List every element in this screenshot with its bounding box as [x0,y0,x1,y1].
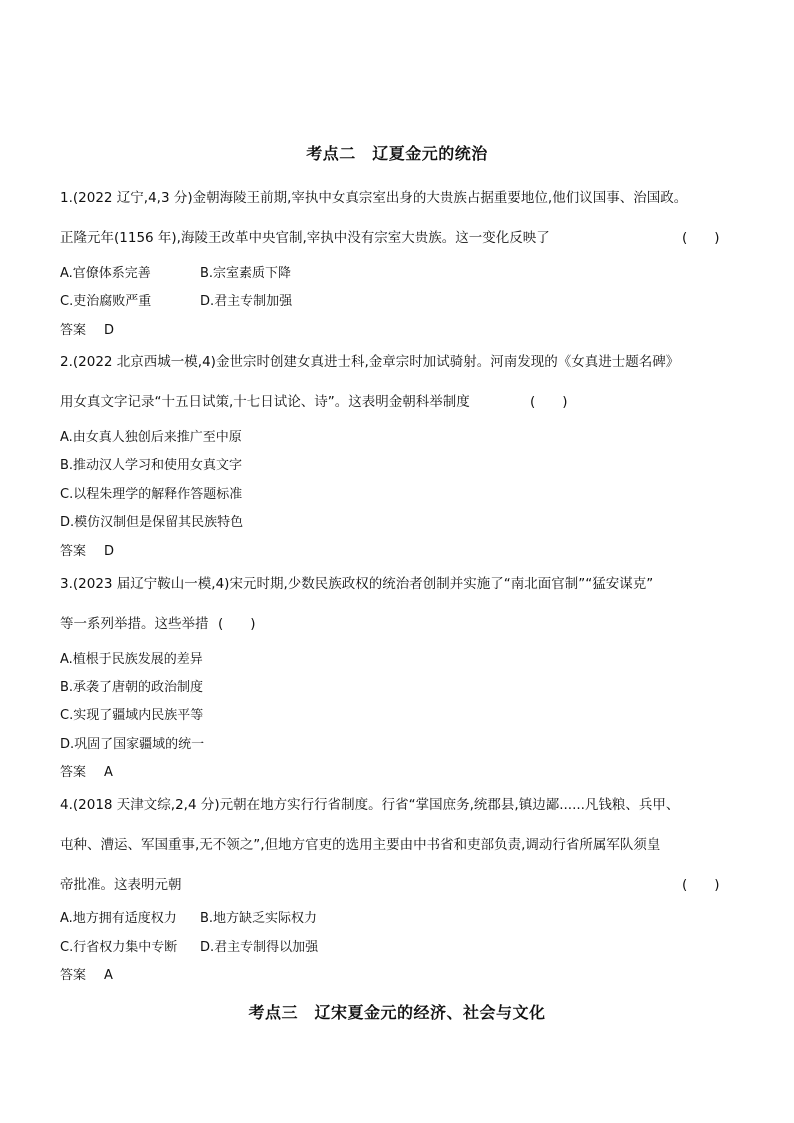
q4-option-b: B.地方缺乏实际权力 [200,911,318,926]
q4-answer-value: A [104,968,113,983]
q4-answer [60,964,113,983]
q4-stem-line1: 4.(2018 天津文综,2,4 分)元朝在地方实行行省制度。行省“掌国庶务,统郡县,镇边鄙......凡钱粮、兵甲、 [60,797,680,813]
q3-answer-value: A [104,765,113,780]
q1-answer [60,319,114,338]
q1-stem-line2: 正隆元年(1156 年),海陵王改革中央官制,宰执中没有宗室大贵族。这一变化反映了 [60,230,550,246]
q3-option-b: B.承袭了唐朝的政治制度 [60,680,204,695]
q4-option-d: D.君主专制得以加强 [200,940,319,955]
q3-option-d: D.巩固了国家疆域的统一 [60,737,205,752]
q1-option-c: C.吏治腐败严重 [60,294,152,309]
q2-answer-label: 答案 [60,544,87,559]
q2-option-c: C.以程朱理学的解释作答题标准 [60,487,243,502]
q4-stem-line2: 屯种、漕运、军国重事,无不领之”,但地方官吏的选用主要由中书省和吏部负责,调动行省所属军队须皇 [60,837,661,853]
q3-answer-blank: ( ) [218,616,256,632]
q2-option-d: D.模仿汉制但是保留其民族特色 [60,515,244,530]
q3-stem-line1: 3.(2023 届辽宁鞍山一模,4)宋元时期,少数民族政权的统治者创制并实施了“南北面官制”“猛安谋克” [60,576,654,592]
q3-answer [60,761,113,780]
q1-answer-value: D [104,323,115,338]
q3-option-c: C.实现了疆域内民族平等 [60,708,204,723]
q4-option-c: C.行省权力集中专断 [60,940,178,955]
q3-stem-line2: 等一系列举措。这些举措 [60,616,209,632]
q2-option-a: A.由女真人独创后来推广至中原 [60,430,242,445]
q4-option-a: A.地方拥有适度权力 [60,911,177,926]
q4-stem-line3: 帝批准。这表明元朝 [60,877,182,893]
q4-answer-label: 答案 [60,968,87,983]
q2-option-b: B.推动汉人学习和使用女真文字 [60,458,243,473]
q2-answer [60,540,114,559]
q4-answer-blank: ( ) [682,877,720,893]
q1-stem-line1: 1.(2022 辽宁,4,3 分)金朝海陵王前期,宰执中女真宗室出身的大贵族占据重要地位,他们议国事、治国政。 [60,190,688,206]
q1-option-d: D.君主专制加强 [200,294,293,309]
q2-stem-line1: 2.(2022 北京西城一模,4)金世宗时创建女真进士科,金章宗时加试骑射。河南发现的《女真进士题名碑》 [60,354,680,370]
q2-stem-line2: 用女真文字记录“十五日试策,十七日试论、诗”。这表明金朝科举制度 [60,394,470,410]
q1-option-a: A.官僚体系完善 [60,266,151,281]
section-title-3: 考点三 辽宋夏金元的经济、社会与文化 [248,1003,546,1022]
q2-answer-value: D [104,544,115,559]
q1-answer-label: 答案 [60,323,87,338]
q1-option-b: B.宗室素质下降 [200,266,292,281]
q3-option-a: A.植根于民族发展的差异 [60,652,203,667]
section-title-2: 考点二 辽夏金元的统治 [306,144,488,163]
q3-answer-label: 答案 [60,765,87,780]
q2-answer-blank: ( ) [530,394,568,410]
q1-answer-blank: ( ) [682,230,720,246]
